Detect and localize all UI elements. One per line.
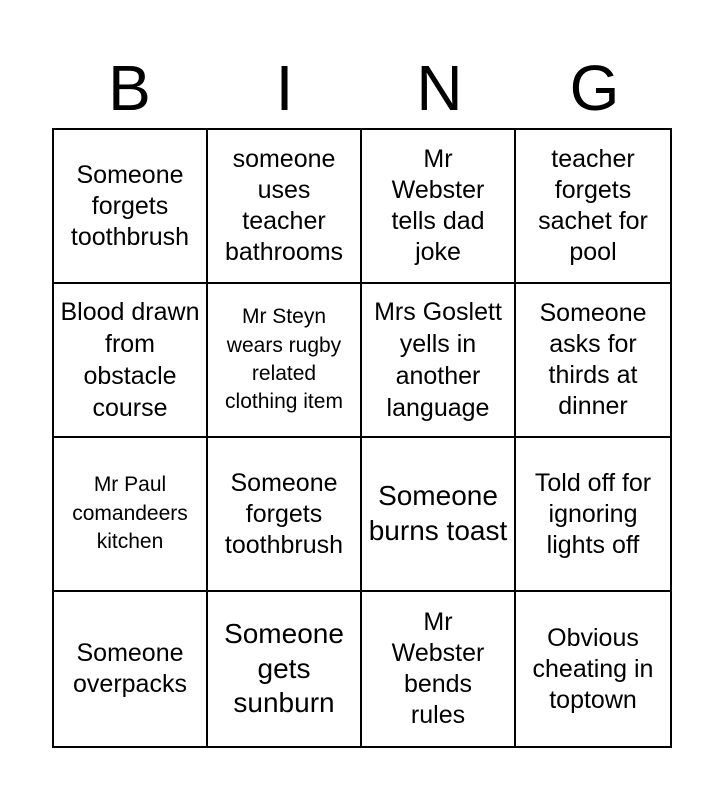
cell-text: Someone gets sunburn [224, 617, 344, 719]
bingo-cell[interactable] [54, 592, 208, 746]
bingo-cell[interactable] [208, 438, 362, 592]
bingo-cell[interactable] [362, 438, 516, 592]
bingo-cell[interactable] [208, 592, 362, 746]
bingo-cell[interactable] [208, 284, 362, 438]
bingo-cell[interactable] [516, 592, 670, 746]
bingo-cell[interactable] [362, 592, 516, 746]
bingo-cell[interactable] [208, 130, 362, 284]
bingo-cell[interactable] [54, 438, 208, 592]
bingo-cell[interactable] [362, 130, 516, 284]
cell-text: Mr Paul comandeers kitchen [72, 473, 188, 554]
cell-text: Someone forgets toothbrush [70, 160, 190, 251]
header-letter-g: G [569, 52, 620, 124]
bingo-cell[interactable] [54, 130, 208, 284]
bingo-cell[interactable] [516, 438, 670, 592]
cell-text: Someone asks for thirds at dinner [539, 299, 647, 420]
cell-text: Someone overpacks [73, 639, 187, 698]
bingo-cell[interactable] [516, 284, 670, 438]
cell-text: Mr Webster tells dad joke [391, 145, 485, 266]
cell-text: Mrs Goslett yells in another language [374, 298, 502, 422]
cell-text: Someone burns toast [368, 480, 508, 546]
bingo-card-grid [52, 128, 672, 748]
cell-text: someone uses teacher bathrooms [224, 145, 344, 266]
cell-text: Mr Steyn wears rugby related clothing item [225, 305, 343, 414]
cell-text: Told off for ignoring lights off [534, 468, 652, 559]
cell-text: Someone forgets toothbrush [224, 468, 344, 559]
cell-text: Mr Webster bends rules [391, 608, 485, 729]
cell-text: Obvious cheating in toptown [532, 623, 654, 714]
header-letter-b: B [108, 52, 151, 124]
cell-text: teacher forgets sachet for pool [538, 145, 648, 266]
bingo-header [52, 52, 672, 124]
header-letter-i: I [275, 52, 294, 124]
header-letter-n: N [416, 52, 463, 124]
bingo-cell[interactable] [362, 284, 516, 438]
bingo-cell[interactable] [516, 130, 670, 284]
cell-text: Blood drawn from obstacle course [60, 298, 200, 422]
bingo-cell[interactable] [54, 284, 208, 438]
